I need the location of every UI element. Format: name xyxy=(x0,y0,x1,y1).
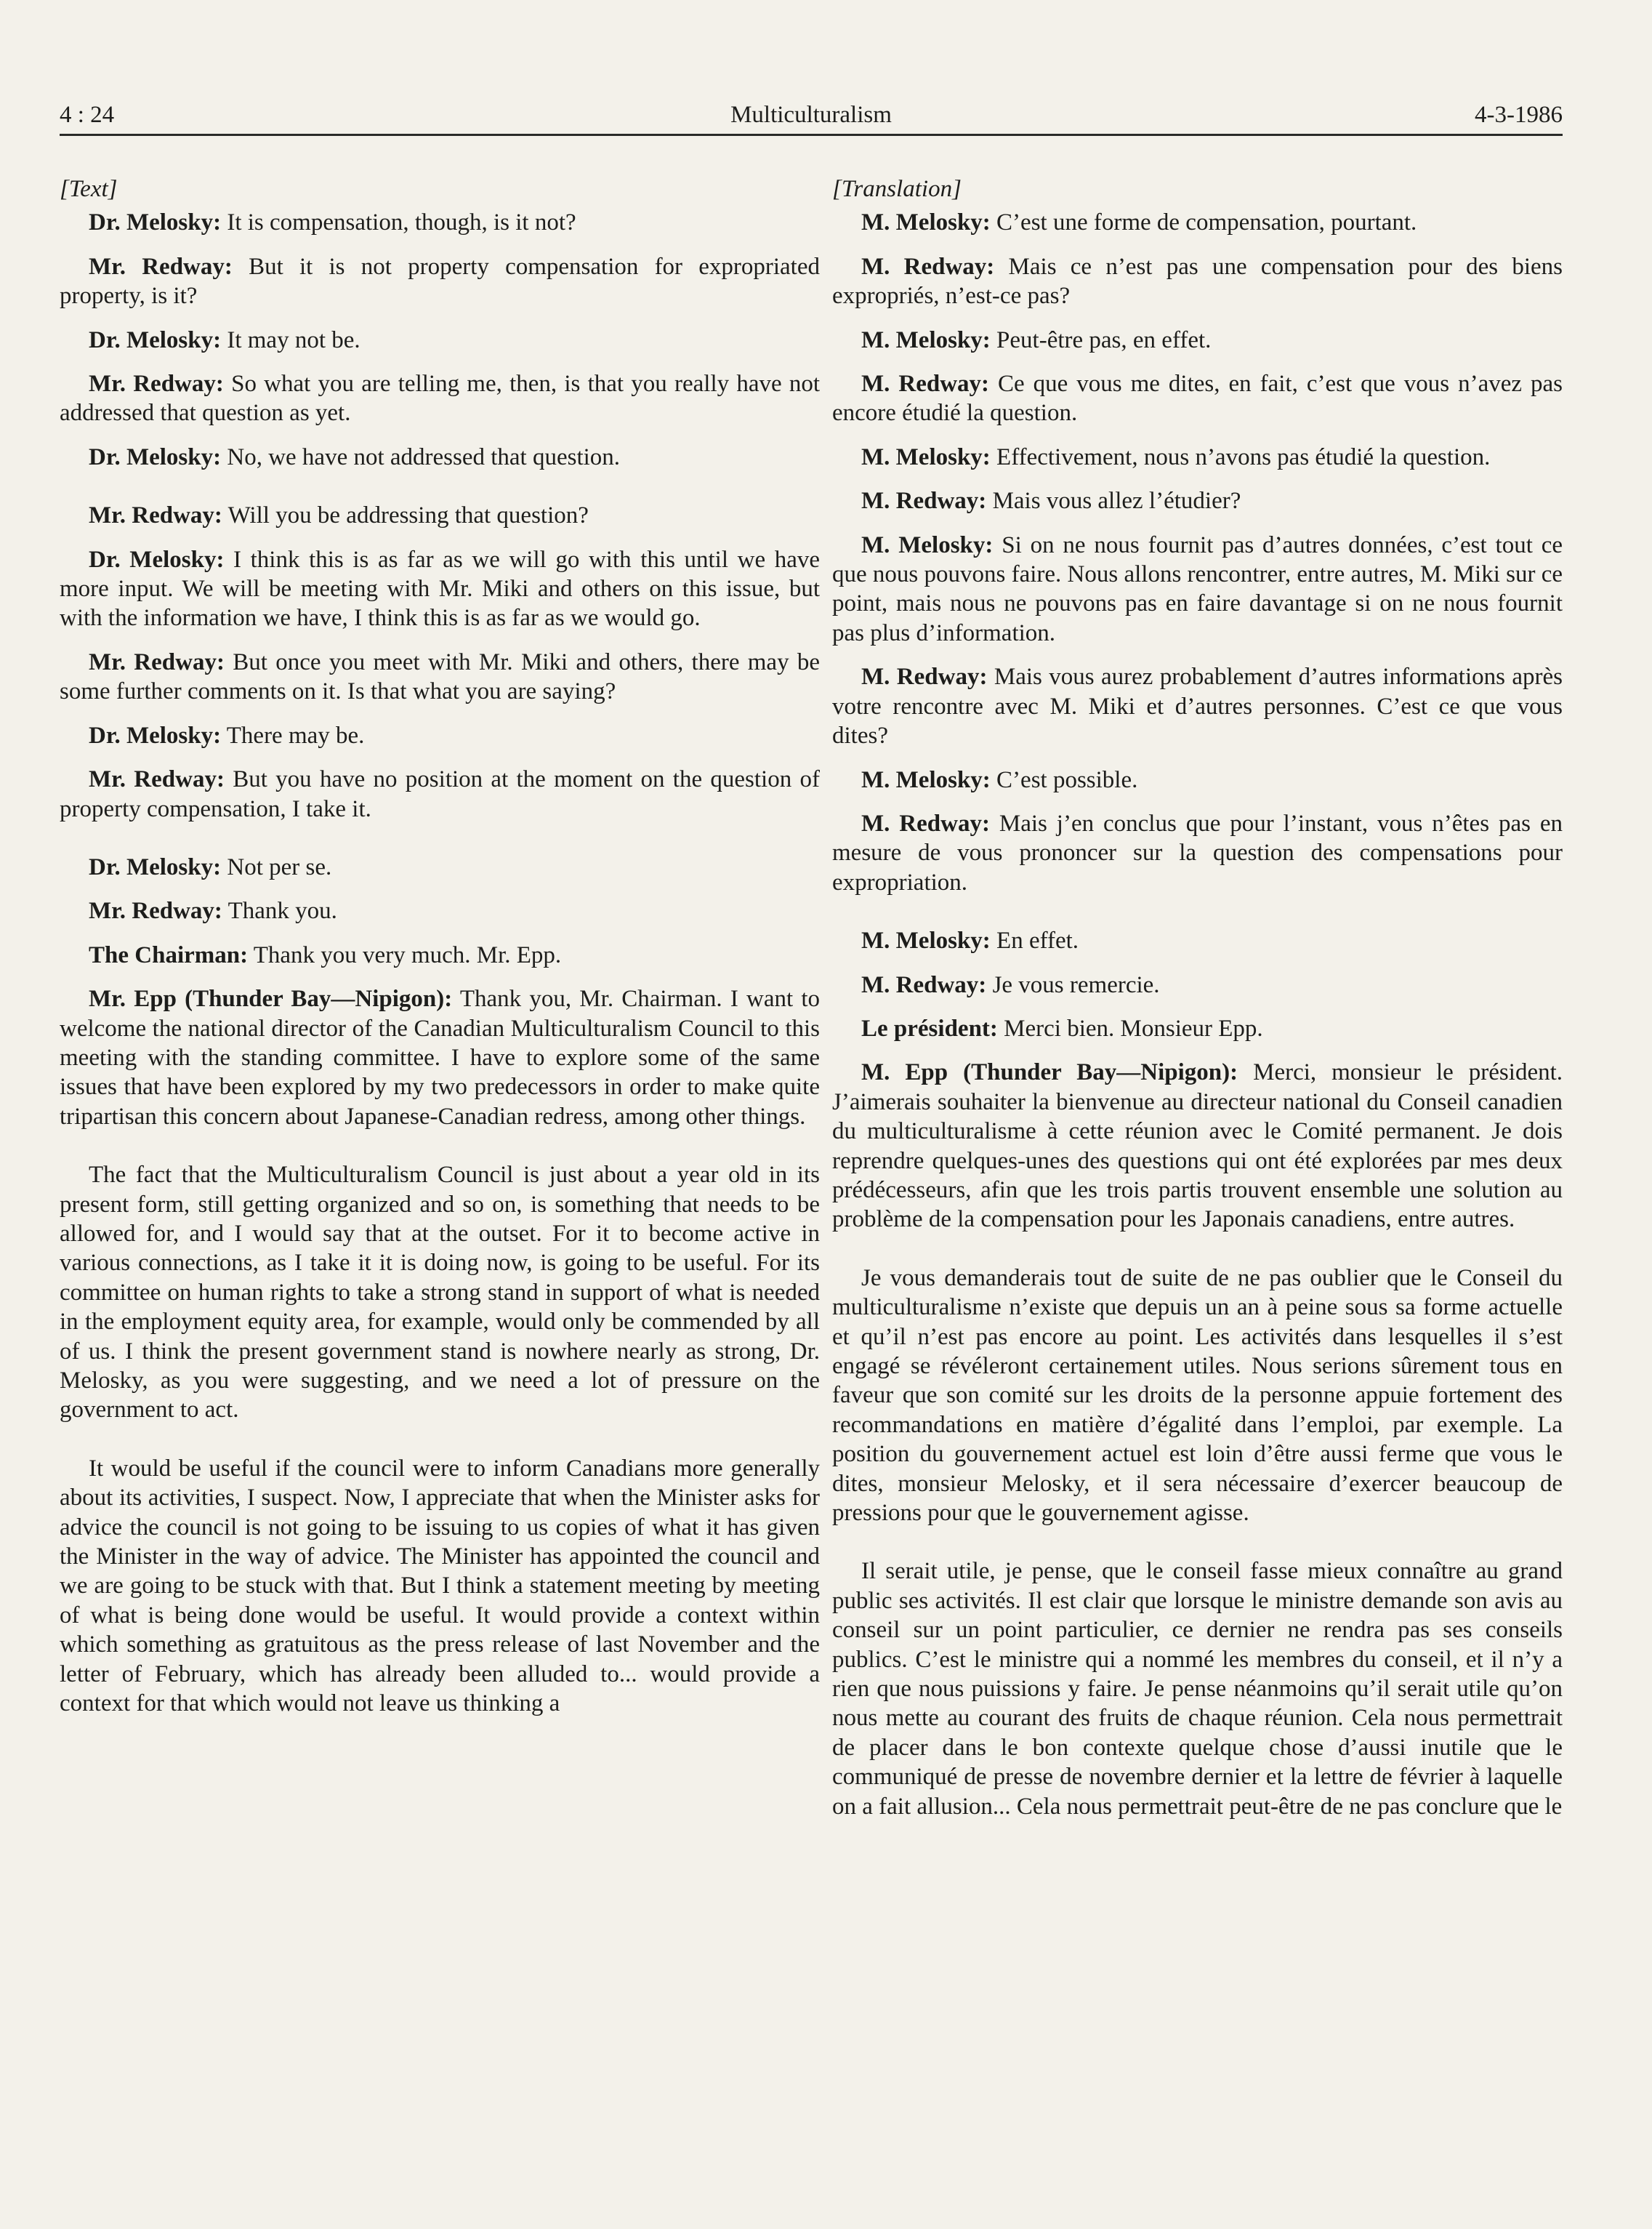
speaker-name: Le président: xyxy=(861,1015,998,1042)
speech-text: Je vous remercie. xyxy=(986,971,1160,998)
exchange-paragraph xyxy=(832,766,1563,795)
page-header xyxy=(60,100,1563,138)
body-paragraph xyxy=(60,1160,820,1425)
translation-tag xyxy=(832,174,1563,204)
exchange-paragraph xyxy=(832,662,1563,750)
speaker-name: Mr. Redway: xyxy=(89,502,222,529)
exchange-paragraph xyxy=(60,369,820,428)
speaker-name: Mr. Redway: xyxy=(89,253,233,280)
exchange-paragraph xyxy=(832,809,1563,897)
speech-text: Thank you. xyxy=(222,898,337,925)
speech-text: Not per se. xyxy=(221,854,332,880)
tag-label: Text xyxy=(68,176,108,202)
exchange-paragraph xyxy=(60,896,820,925)
speech-text: Will you be addressing that question? xyxy=(222,502,589,529)
speech-text: The fact that the Multiculturalism Council is just about a year old in its present form, still getting organized and so on, is something that needs to be allowed for, and I would say that at the outset. For it to become active in various connections, as I take it it is doing now, is going to be useful. For its committee on human rights to take a strong stand in support of what is needed in the employment equity area, for example, would only be commended by all of us. I think the present government stand is nowhere nearly as strong, Dr. Melosky, as you were suggesting, and we need a lot of pressure on the government to act. xyxy=(60,1162,820,1423)
speech-text: Thank you, Mr. Chairman. I want to welcome the national director of the Canadian Multiculturalism Council to this meeting with the standing committee. I have to explore some of the same issues that have been explored by my two predecessors in order to make quite tripartisan this concern about Japanese-Canadian redress, among other things. xyxy=(60,986,820,1130)
speech-text: Mais ce n’est pas une compensation pour des biens expropriés, n’est-ce pas? xyxy=(832,253,1563,310)
speech-text: It would be useful if the council were to inform Canadians more generally about its activities, I suspect. Now, I appreciate that when the Minister asks for advice the council is not going to be issuing to us copies of what it has given the Minister in the way of advice. The Minister has appointed the council and we are going to be stuck with that. But I think a statement meeting by meeting of what is being done would be useful. It would provide a context within which something as gratuitous as the press release of last November and the letter of February, which has already been alluded to... would provide a context for that which would not leave us thinking a xyxy=(60,1455,820,1717)
body-paragraph xyxy=(60,1454,820,1719)
speaker-name: M. Epp (Thunder Bay—Nipigon): xyxy=(861,1059,1238,1086)
speech-text: No, we have not addressed that question. xyxy=(221,443,621,470)
speaker-name: Dr. Melosky: xyxy=(89,854,222,880)
speaker-name: Mr. Redway: xyxy=(89,898,222,925)
speaker-name: M. Redway: xyxy=(861,971,987,998)
speaker-name: Mr. Epp (Thunder Bay—Nipigon): xyxy=(89,986,453,1013)
speech-text: But it is not property compensation for expropriated property, is it? xyxy=(60,253,820,310)
exchange-paragraph xyxy=(60,326,820,355)
exchange-paragraph xyxy=(832,926,1563,955)
speaker-name: M. Melosky: xyxy=(861,531,994,558)
exchange-paragraph xyxy=(60,545,820,633)
speaker-name: M. Melosky: xyxy=(861,928,991,955)
speech-text: Peut-être pas, en effet. xyxy=(990,326,1212,353)
exchange-paragraph xyxy=(832,208,1563,237)
speech-text: Effectivement, nous n’avons pas étudié la question. xyxy=(990,443,1491,470)
speech-text: Mais j’en conclus que pour l’instant, vous n’êtes pas en mesure de vous prononcer sur la question des compensations pour expropriation. xyxy=(832,810,1563,896)
speaker-name: M. Melosky: xyxy=(861,209,991,236)
speaker-name: M. Redway: xyxy=(861,488,987,515)
french-column xyxy=(832,174,1563,1821)
tag-label: Translation xyxy=(841,176,953,202)
exchange-paragraph xyxy=(832,486,1563,515)
text-tag xyxy=(60,174,820,204)
running-title: Multiculturalism xyxy=(730,102,892,128)
page-number: 4 : 24 xyxy=(60,102,115,128)
exchange-paragraph xyxy=(832,971,1563,1000)
page-date: 4-3-1986 xyxy=(1475,102,1563,128)
speech-text: C’est possible. xyxy=(990,766,1138,793)
exchange-paragraph xyxy=(832,1014,1563,1043)
speaker-name: M. Melosky: xyxy=(861,326,991,353)
exchange-paragraph xyxy=(60,208,820,237)
exchange-paragraph xyxy=(832,443,1563,472)
speech-text: Si on ne nous fournit pas d’autres données, c’est tout ce que nous pouvons faire. Nous allons rencontrer, entre autres, M. Miki sur ce point, mais nous ne pouvons pas en faire davantage si on ne nous fournit pas plus d’information. xyxy=(832,531,1563,646)
exchange-paragraph xyxy=(832,252,1563,311)
speech-text: But once you meet with Mr. Miki and others, there may be some further comments on it. Is that what you are saying? xyxy=(60,648,820,705)
speech-text: Il serait utile, je pense, que le conseil fasse mieux connaître au grand public ses activités. Il est clair que lorsque le ministre demande son avis au conseil sur un point particulier, ce dernier ne rendra pas ses conseils publics. C’est le ministre qui a nommé les membres du conseil, et il n’y a rien que nous puissions y faire. Je pense néanmoins qu’il serait utile qu’on nous mette au courant des fruits de chaque réunion. Cela nous permettrait de placer dans le bon contexte quelque chose d’aussi inutile que le communiqué de presse de novembre dernier et la lettre de février à laquelle on a fait allusion... Cela nous permettrait peut-être de ne pas conclure que le xyxy=(832,1558,1563,1820)
body-paragraph xyxy=(832,1557,1563,1821)
speech-text: Merci, monsieur le président. J’aimerais souhaiter la bienvenue au directeur national du Conseil canadien du multiculturalisme à cette réunion avec le Comité permanent. Je dois reprendre quelques-unes des questions qui ont été explorées par mes deux prédécesseurs, afin que les trois partis trouvent ensemble une solution au problème de la compensation pour les Japonais canadiens, entre autres. xyxy=(832,1059,1563,1233)
speech-text: But you have no position at the moment on the question of property compensation, I take it. xyxy=(60,766,820,822)
tag-open-bracket: [ xyxy=(832,176,842,202)
tag-open-bracket: [ xyxy=(60,176,69,202)
exchange-paragraph xyxy=(60,984,820,1131)
speaker-name: M. Redway: xyxy=(861,253,995,280)
speech-text: En effet. xyxy=(990,928,1079,955)
english-column xyxy=(60,174,820,1718)
speech-text: So what you are telling me, then, is that you really have not addressed that question as yet. xyxy=(60,371,821,427)
speech-text: I think this is as far as we will go with this until we have more input. We will be meeting with Mr. Miki and others on this issue, but with the information we have, I think this is as far as we would go. xyxy=(60,546,820,632)
exchange-paragraph xyxy=(60,648,820,707)
speaker-name: Mr. Redway: xyxy=(89,371,224,398)
exchange-paragraph xyxy=(832,531,1563,648)
tag-close-bracket: ] xyxy=(952,176,962,202)
body-paragraph xyxy=(832,1264,1563,1528)
exchange-paragraph xyxy=(832,326,1563,355)
speech-text: There may be. xyxy=(221,722,365,749)
speaker-name: M. Redway: xyxy=(861,371,990,398)
speech-text: Mais vous allez l’étudier? xyxy=(986,488,1241,515)
exchange-paragraph xyxy=(832,1058,1563,1234)
speaker-name: Dr. Melosky: xyxy=(89,722,222,749)
exchange-paragraph xyxy=(60,765,820,824)
speech-text: Mais vous aurez probablement d’autres informations après votre rencontre avec M. Miki et d’autres personnes. C’est ce que vous dites? xyxy=(832,664,1563,750)
exchange-paragraph xyxy=(60,252,820,311)
speaker-name: Dr. Melosky: xyxy=(89,209,222,236)
speaker-name: M. Melosky: xyxy=(861,443,991,470)
speaker-name: M. Redway: xyxy=(861,810,990,837)
speaker-name: Mr. Redway: xyxy=(89,648,225,675)
speaker-name: Dr. Melosky: xyxy=(89,443,222,470)
speaker-name: The Chairman: xyxy=(89,941,249,968)
exchange-paragraph xyxy=(60,941,820,970)
header-rule xyxy=(60,134,1563,136)
exchange-paragraph xyxy=(60,853,820,882)
exchange-paragraph xyxy=(60,443,820,472)
speaker-name: Dr. Melosky: xyxy=(89,326,222,353)
speech-text: Thank you very much. Mr. Epp. xyxy=(248,941,562,968)
tag-close-bracket: ] xyxy=(108,176,118,202)
speech-text: Ce que vous me dites, en fait, c’est que vous n’avez pas encore étudié la question. xyxy=(832,371,1563,427)
speech-text: C’est une forme de compensation, pourtant. xyxy=(990,209,1417,236)
exchange-paragraph xyxy=(60,721,820,750)
speech-text: Merci bien. Monsieur Epp. xyxy=(997,1015,1263,1042)
speaker-name: M. Melosky: xyxy=(861,766,991,793)
exchange-paragraph xyxy=(832,369,1563,428)
speech-text: It is compensation, though, is it not? xyxy=(221,209,576,236)
speaker-name: Mr. Redway: xyxy=(89,766,225,793)
speaker-name: M. Redway: xyxy=(861,664,988,691)
speech-text: It may not be. xyxy=(221,326,360,353)
speech-text: Je vous demanderais tout de suite de ne pas oublier que le Conseil du multiculturalisme n’existe que depuis un an à peine sous sa forme actuelle et qu’il n’est pas encore au point. Les activités dans lesquelles il s’est engagé se révéleront certainement utiles. Nous serions sûrement tous en faveur que son comité sur les droits de la personne appuie fortement des recommandations en matière d’égalité dans l’emploi, par exemple. La position du gouvernement actuel est loin d’être aussi ferme que vous le dites, monsieur Melosky, et il sera nécessaire d’exercer beaucoup de pressions pour que le gouvernement agisse. xyxy=(832,1264,1563,1527)
exchange-paragraph xyxy=(60,501,820,530)
speaker-name: Dr. Melosky: xyxy=(89,546,225,573)
